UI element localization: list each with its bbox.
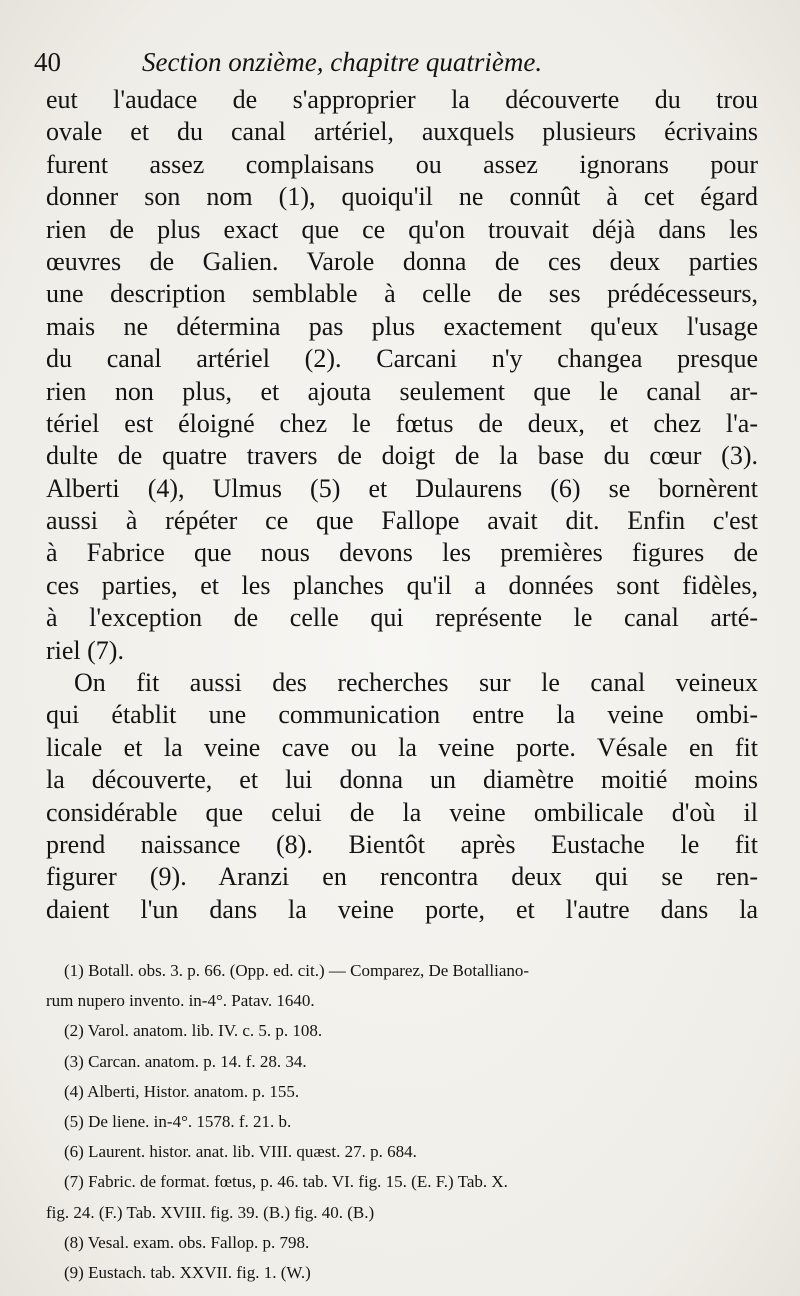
text-line: prend naissance (8). Bientôt après Eustache le fit: [46, 829, 758, 859]
footnote: (9) Eustach. tab. XXVII. fig. 1. (W.): [64, 1262, 311, 1282]
footnote-continuation: rum nupero invento. in-4°. Patav. 1640.: [46, 991, 315, 1011]
text-line: figurer (9). Aranzi en rencontra deux qui se ren-: [46, 862, 758, 892]
footnote: (6) Laurent. histor. anat. lib. VIII. quæst. 27. p. 684.: [64, 1142, 417, 1162]
main-text: [46, 84, 758, 926]
text-line: rien non plus, et ajouta seulement que le canal ar-: [46, 376, 758, 406]
footnote: (4) Alberti, Histor. anatom. p. 155.: [64, 1081, 300, 1101]
running-title: Section onzième, chapitre quatrième.: [142, 47, 543, 77]
text-line: une description semblable à celle de ses prédécesseurs,: [46, 279, 758, 309]
text-line: Alberti (4), Ulmus (5) et Dulaurens (6) se bornèrent: [46, 473, 758, 503]
footnote: (1) Botall. obs. 3. p. 66. (Opp. ed. cit.) — Comparez, De Botalliano-: [64, 961, 530, 980]
text-line: daient l'un dans la veine porte, et l'autre dans la: [46, 894, 758, 924]
footnote: (2) Varol. anatom. lib. IV. c. 5. p. 108.: [64, 1021, 323, 1041]
text-line: œuvres de Galien. Varole donna de ces deux parties: [46, 246, 758, 276]
text-line: qui établit une communication entre la veine ombi-: [46, 700, 758, 730]
text-line: tériel est éloigné chez le fœtus de deux, et chez l'a-: [46, 408, 758, 438]
footnote: (7) Fabric. de format. fœtus, p. 46. tab. VI. fig. 15. (E. F.) Tab. X.: [64, 1172, 508, 1192]
text-line: eut l'audace de s'approprier la découverte du trou: [46, 85, 758, 114]
text-line: riel (7).: [46, 635, 124, 665]
text-line: licale et la veine cave ou la veine porte. Vésale en fit: [46, 732, 758, 762]
text-line: la découverte, et lui donna un diamètre moitié moins: [46, 765, 758, 795]
text-line: ovale et du canal artériel, auxquels plusieurs écrivains: [46, 117, 758, 147]
paragraph-start-line: On fit aussi des recherches sur le canal veineux: [74, 668, 758, 698]
text-line: à Fabrice que nous devons les premières figures de: [46, 538, 758, 568]
text-line: du canal artériel (2). Carcani n'y changea presque: [46, 344, 758, 374]
text-line: considérable que celui de la veine ombilicale d'où il: [46, 797, 758, 827]
text-line: donner son nom (1), quoiqu'il ne connût à cet égard: [46, 182, 758, 212]
text-line: mais ne détermina pas plus exactement qu'eux l'usage: [46, 311, 758, 341]
text-line: rien de plus exact que ce qu'on trouvait déjà dans les: [46, 214, 758, 244]
text-line: ces parties, et les planches qu'il a données sont fidèles,: [46, 570, 758, 600]
footnote: (3) Carcan. anatom. p. 14. f. 28. 34.: [64, 1051, 307, 1071]
page-number: 40: [34, 47, 61, 77]
text-line: furent assez complaisans ou assez ignorans pour: [46, 149, 758, 179]
running-header: [34, 40, 754, 84]
text-line: à l'exception de celle qui représente le canal arté-: [46, 603, 758, 633]
footnote: (5) De liene. in-4°. 1578. f. 21. b.: [64, 1111, 292, 1131]
text-line: dulte de quatre travers de doigt de la base du cœur (3).: [46, 441, 758, 471]
footnote: (8) Vesal. exam. obs. Fallop. p. 798.: [64, 1232, 310, 1252]
footnotes: [46, 956, 758, 1288]
footnote-continuation: fig. 24. (F.) Tab. XVIII. fig. 39. (B.) fig. 40. (B.): [46, 1202, 375, 1222]
text-line: aussi à répéter ce que Fallope avait dit. Enfin c'est: [46, 506, 758, 536]
